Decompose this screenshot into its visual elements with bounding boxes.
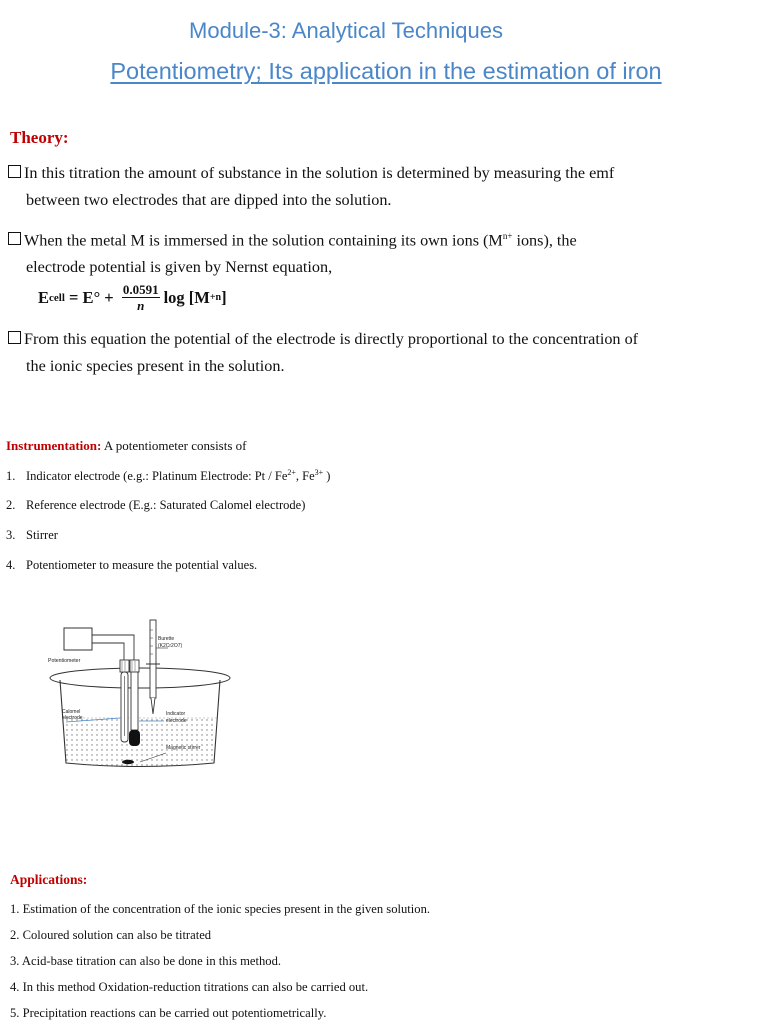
- applications-heading: Applications:: [10, 872, 88, 887]
- list-item: 5. Precipitation reactions can be carried out potentiometrically.: [10, 1006, 327, 1020]
- label-calomel: Calomel: [62, 709, 81, 715]
- checkbox-bullet-icon: [8, 165, 21, 178]
- indicator-electrode: [131, 672, 138, 730]
- magnetic-stirrer-bar: [122, 760, 134, 764]
- nernst-equation: E cell = E° + $\frac{0.0591}{n}$ log [M +n ]: [38, 282, 227, 313]
- checkbox-bullet-icon: [8, 331, 21, 344]
- list-item: 4. Potentiometer to measure the potential values.: [6, 558, 258, 572]
- burette: [150, 620, 156, 698]
- module-title: Module-3: Analytical Techniques: [189, 18, 503, 43]
- label-indicator: Indicator: [166, 711, 186, 717]
- label-calomel-electrode: electrode: [62, 715, 83, 721]
- theory-bullet-2: When the metal M is immersed in the solution containing its own ions ($M^{n+}$ ions), the electrode potential is given by Nernst equation,: [8, 223, 760, 281]
- instrumentation-heading: Instrumentation: A potentiometer consists of: [6, 438, 247, 453]
- list-item: 1. Indicator electrode (e.g.: Platinum Electrode: Pt / $Fe^{2+}$, $Fe^{3+}$ ): [6, 468, 331, 484]
- equation-fraction: $\frac{0.0591}{n}$: [122, 282, 159, 313]
- label-indicator-electrode: electrode: [166, 718, 187, 724]
- page-title: Potentiometry; Its application in the estimation of iron: [110, 58, 662, 84]
- platinum-tip: [129, 730, 140, 746]
- theory-bullet-1: In this titration the amount of substance in the solution is determined by measuring the emf between two electrodes that are dipped into the solution.: [8, 160, 760, 214]
- theory-heading: Theory:: [10, 128, 69, 147]
- potentiometer-box: [64, 628, 92, 650]
- list-item: 4. In this method Oxidation-reduction titrations can also be carried out.: [10, 980, 369, 994]
- label-burette-sub: (K2Cr2O7): [158, 643, 183, 649]
- label-magnetic-stirrer: Magnetic stirrer: [166, 745, 201, 751]
- list-item: 2. Coloured solution can also be titrated: [10, 928, 212, 942]
- list-item: 1. Estimation of the concentration of the ionic species present in the given solution.: [10, 902, 431, 916]
- checkbox-bullet-icon: [8, 232, 21, 245]
- list-item: 3. Acid-base titration can also be done in this method.: [10, 954, 282, 968]
- label-burette: Burette: [158, 636, 175, 642]
- solution: [63, 718, 217, 767]
- list-item: 3. Stirrer: [6, 528, 58, 542]
- potentiometer-diagram: [40, 618, 240, 770]
- list-item: 2. Reference electrode (E.g.: Saturated Calomel electrode): [6, 498, 306, 512]
- label-potentiometer: Potentiometer: [48, 658, 81, 664]
- theory-bullet-3: From this equation the potential of the electrode is directly proportional to the concentration of the ionic species present in the solution.: [8, 326, 760, 380]
